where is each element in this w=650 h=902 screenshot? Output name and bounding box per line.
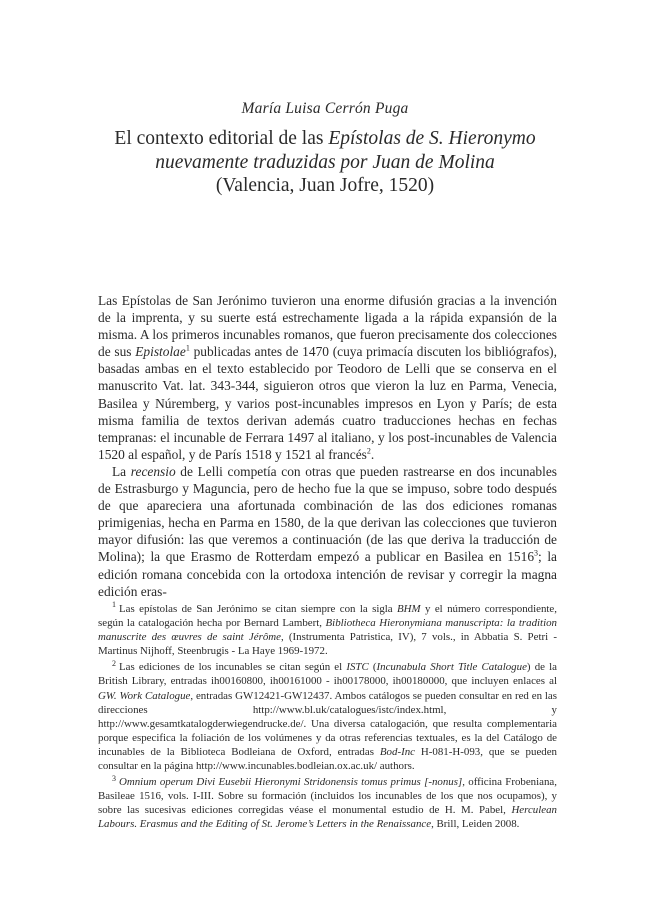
footnote-3-italic-1: Omnium operum Divi Eusebii Hieronymi Stridonensis tomus primus [-nonus]	[119, 776, 463, 789]
footnote-1-text-1: Las epístolas de San Jerónimo se citan siempre con la sigla	[119, 603, 398, 615]
footnotes	[98, 602, 557, 834]
footnote-2-italic-4: Bod-Inc	[379, 745, 415, 758]
footnote-2-text-5: H-081-H-093, que se pueden consultar en la página http://www.incunables.bodleian.ox.ac.uk/ authors.	[98, 745, 557, 773]
footnote-1	[98, 602, 557, 658]
footnote-3-italic-2: Herculean Labours. Erasmus and the Editing of St. Jerome’s Letters in the Renaissance	[98, 804, 557, 831]
footnote-1-italic-1: BHM	[397, 603, 421, 615]
footnote-2-text-3: ) de la British Library, entradas ih00160800, ih00161000 - ih00178000, ih00180000, que incluyen enlaces al	[98, 661, 557, 688]
footnote-ref-2: 2	[366, 446, 371, 456]
footnote-ref-3: 3	[534, 548, 539, 558]
footnote-3	[98, 775, 557, 831]
author-name: María Luisa Cerrón Puga	[241, 100, 409, 117]
p1-text-2: publicadas antes de 1470 (cuya primacía discuten los bibliógrafos), basadas ambas en el texto establecido por Teodoro de Lelli que se conserva en el manuscrito Vat. lat. 343-344, siguieron otros que vieron la luz en Parma, Venecia, Basilea y Núremberg, y varios post-incunables impresos en Lyon y París; de esta misma familia de textos derivan además cuatro traducciones hechas en fechas tempranas: el incunable de Ferrara 1497 al italiano, y los post-incunables de Valencia 1520 al español, y de París 1518 y 1521 al francés	[98, 344, 557, 462]
paragraph-1	[98, 292, 557, 463]
p1-text-1: Las Epístolas de San Jerónimo tuvieron una enorme difusión gracias a la invención de la imprenta, y su suerte está estrechamente ligada a la rápida expansión de la misma. A los primeros incunables romanos, que fueron precisamente dos colecciones de sus	[98, 293, 557, 360]
p2-text-3: ; la edición romana concebida con la ortodoxa intención de revisar y corregir la magna edición eras-	[98, 549, 557, 599]
footnote-2-number: 2	[112, 658, 116, 668]
footnote-2-italic-3: GW. Work Catalogue	[98, 689, 191, 702]
p1-text-3: .	[370, 446, 375, 462]
main-text	[98, 292, 557, 600]
footnote-3-text-2: , Brill, Leiden 2008.	[431, 818, 520, 831]
footnote-ref-1: 1	[185, 343, 190, 353]
footnote-2-text-4: , entradas GW12421-GW12437. Ambos catálogos se pueden consultar en red en las direcciones http://www.bl.uk/catalogues/istc/index.html, y http://www.gesamtkatalogderwiegendrucke.de/. Una diversa catalogación, que resulta complementaria porque especifica la foliación de los volúmenes y da otras referencias textuales, es la del Catálogo de incunables de la Biblioteca Bodleiana de Oxford, entradas	[98, 689, 557, 758]
paragraph-2	[98, 463, 557, 600]
title-prefix: El contexto editorial de las	[114, 128, 329, 149]
footnote-2-italic-2: Incunabula Short Title Catalogue	[376, 661, 527, 674]
p2-text-1: La	[112, 463, 131, 479]
title-line-2: nuevamente traduzidas por Juan de Molina	[155, 151, 495, 173]
footnote-1-italic-2: Bibliotheca Hieronymiana manuscripta: la tradition manuscrite des œuvres de saint Jérôme	[98, 617, 557, 644]
footnote-1-text-3: , (Instrumenta Patristica, IV), 7 vols., in Abbatia S. Petri - Martinus Nijhoff, Steenbrugis - La Haye 1969-1972.	[98, 631, 557, 658]
footnote-3-number: 3	[112, 773, 116, 783]
p1-italic-epistolae: Epistolae	[135, 344, 186, 360]
footnote-1-text-2: y el número correspondiente, según la catalogación hecha por Bernard Lambert,	[98, 603, 557, 630]
title-line-3: (Valencia, Juan Jofre, 1520)	[215, 175, 435, 196]
title-line-1	[0, 127, 650, 151]
footnote-2-text-2: (	[368, 661, 377, 674]
article-title	[0, 127, 650, 198]
p2-italic-recensio: recensio	[130, 463, 176, 479]
title-italic-1: Epístolas de S. Hieronymo	[328, 128, 536, 149]
p2-text-2: de Lelli competía con otras que pueden rastrearse en dos incunables de Estrasburgo y Maguncia, pero de hecho fue la que se impuso, sobre todo después de que apareciera una afortunada combinación de las dos ediciones romanas primigenias, hecha en Parma en 1580, de la que derivan las colecciones que tuvieron mayor difusión: las que veremos a continuación (de las que deriva la traducción de Molina); la que Erasmo de Rotterdam empezó a publicar en Basilea en 1516	[98, 463, 557, 565]
footnote-1-number: 1	[112, 600, 116, 610]
footnote-2-italic-1: ISTC	[346, 661, 369, 674]
footnote-2	[98, 660, 557, 773]
footnote-2-text-1: Las ediciones de los incunables se citan según el	[119, 661, 347, 674]
footnote-3-text-1: , officina Frobeniana, Basileae 1516, vols. I-III. Sobre su formación (incluidos los incunables de los que nos ocupamos), y sobre las sucesivas ediciones corregidas véase el monumental estudio de H. M. Pabel,	[98, 776, 557, 817]
